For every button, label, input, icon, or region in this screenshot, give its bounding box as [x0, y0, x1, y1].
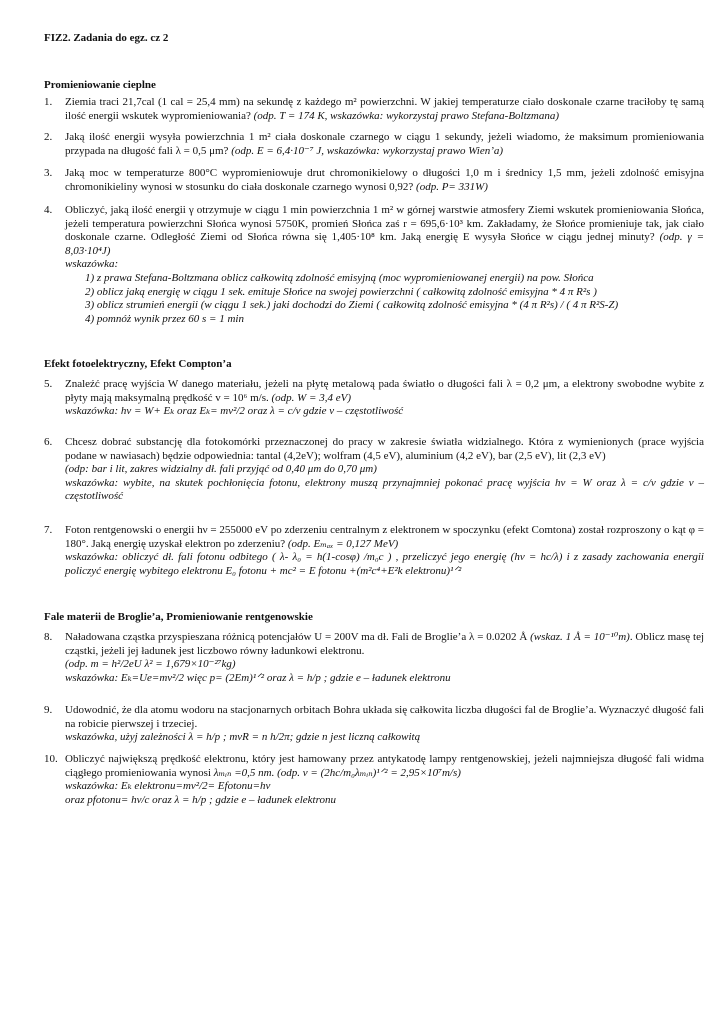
hint-item: 4) pomnóż wynik przez 60 s = 1 min [85, 312, 244, 325]
task-answer: (odp: bar i lit, zakres widzialny dł. fali przyjąć od 0,40 μm do 0,70 μm) [65, 463, 377, 476]
task-number: 2. [44, 131, 53, 143]
task-number: 10. [44, 753, 58, 765]
hint-item: 3) oblicz strumień energii (w ciągu 1 sek.) jaki dochodzi do Ziemi ( całkowitą zdolność emisyjna * (4 π R²s) / ( 4 π R²S-Z) [85, 299, 619, 312]
task-text: Chcesz dobrać substancję dla fotokomórki przeznaczonej do pracy w zakresie światła widzialnego. Która z wymienionych (prace wyjścia podane w nawiasach) będzie odpowiednia: tantal (4,2eV); wolfram (4,5 eV), aluminium (4,2 eV), bar (2,5 eV), lit (2,3 eV) [65, 436, 704, 462]
task-answer: (odp. Eₘₐₓ = 0,127 MeV) [287, 537, 399, 550]
section-heading-de-broglie: Fale materii de Broglie’a, Promieniowanie rentgenowskie [44, 611, 313, 623]
task-text: Jaką ilość energii wysyła powierzchnia 1 m² ciała doskonale czarnego w ciągu 1 sekundy, jeżeli wiadomo, że maksimum promieniowania przypada na długość fali λ = 0,5 μm? [65, 131, 704, 157]
task-number: 5. [44, 378, 53, 390]
task-8 [44, 631, 704, 685]
task-hint: wskazówka, użyj zależności λ = h/p ; mvR = n h/2π; gdzie n jest liczną całkowitą [65, 731, 421, 744]
task-answer: (odp. T = 174 K, wskazówka: wykorzystaj prawo Stefana-Boltzmana) [253, 109, 560, 122]
hint-label: wskazówka: [65, 258, 119, 271]
task-text: Naładowana cząstka przyspieszana różnicą potencjałów U = 200V ma dł. Fali de Broglie’a λ = 0.0202 Å [65, 631, 528, 643]
task-9 [44, 704, 704, 745]
task-text: Obliczyć największą prędkość elektronu, który jest hamowany przez antykatodę lampy rentgenowskiej, jeżeli najmniejsza długość fali widma ciągłego promieniowania wynosi [65, 753, 704, 779]
section-heading-thermal-radiation: Promieniowanie cieplne [44, 79, 156, 91]
task-5 [44, 378, 704, 419]
task-text: Obliczyć, jaką ilość energii γ otrzymuje w ciągu 1 min powierzchnia 1 m² w górnej warstwie atmosfery Ziemi wskutek promieniowania Słońca, jeżeli temperatura powierzchni Słońca wynosi 5750K, promień Słońca zaś r = 695,6·10³ km. Zakładamy, że Słońce promieniuje tak, jak ciało doskonale czarne. Odległość Ziemi od Słońca równa się 1,405·10⁸ km. Jaką energię E wysyła Słońce w ciągu jednej minuty? [65, 204, 704, 244]
task-number: 1. [44, 96, 53, 108]
task-hint: wskazówka: obliczyć dł. fali fotonu odbitego ( λ- λ₀ = h(1-cosφ) /m₀c ) , przeliczyć jego energię (hν = hc/λ) i z zasady zachowania energii policzyć energię wybitego elektronu E₀ fotonu + mc² = E fotonu +(m²c⁴+E²k elektronu)¹ᐟ² [65, 551, 704, 577]
task-text: Znaleźć pracę wyjścia W danego materiału, jeżeli na płytę metalową pada światło o długości fali λ = 0,2 μm, a elektrony swobodne wybite z płyty mają maksymalną prędkość v = 10⁶ m/s. [65, 378, 704, 404]
task-answer: (odp. γ = 8,03·10⁴J) [65, 231, 705, 257]
task-6 [44, 436, 704, 504]
task-number: 4. [44, 204, 53, 216]
task-10 [44, 753, 704, 807]
task-answer: (odp. P= 331W) [416, 180, 488, 193]
task-number: 7. [44, 524, 53, 536]
document-title: FIZ2. Zadania do egz. cz 2 [44, 32, 169, 44]
task-number: 3. [44, 167, 53, 179]
section-heading-photoelectric: Efekt fotoelektryczny, Efekt Compton’a [44, 358, 232, 370]
task-answer: (odp. W = 3,4 eV) [271, 391, 351, 404]
task-hint: oraz pfotonu= hν/c oraz λ = h/p ; gdzie e – ładunek elektronu [65, 793, 336, 806]
task-3 [44, 167, 704, 194]
task-text-continued: . Oblicz masę tej cząstki, jeżeli jej ładunek jest liczbowo równy ładunkowi elektronu. [65, 631, 705, 657]
task-number: 6. [44, 436, 53, 448]
task-answer: λₘᵢₙ =0,5 nm. (odp. v = (2hc/m₀λₘᵢₙ)¹ᐟ² = 2,95×10⁷m/s) [213, 766, 461, 779]
task-2 [44, 131, 704, 158]
task-answer: (odp. m = h²/2eU λ² = 1,679×10⁻²⁷kg) [65, 658, 236, 671]
task-7 [44, 524, 704, 578]
task-4 [44, 204, 704, 326]
task-hint: wskazówka: Eₖ elektronu=mv²/2= Efotonu=hν [65, 780, 271, 793]
task-number: 9. [44, 704, 53, 716]
task-text: Foton rentgenowski o energii hν = 255000 eV po zderzeniu centralnym z elektronem w spoczynku (efekt Comtona) został rozproszony o kąt φ = 180°. Jaką energię uzyskał elektron po zderzeniu? [65, 524, 704, 550]
task-hint: wskazówka: Eₖ=Ue=mv²/2 więc p= (2Em)¹ᐟ² oraz λ = h/p ; gdzie e – ładunek elektronu [65, 671, 451, 684]
task-hint: wskazówka: hν = W+ Eₖ oraz Eₖ= mv²/2 oraz λ = c/ν gdzie ν – częstotliwość [65, 405, 404, 418]
task-text: Jaką moc w temperaturze 800°C wypromieniowuje drut chromonikielowy o długości 1,0 m i średnicy 1,5 mm, jeżeli zdolność emisyjna chromonikieliny wynosi w stosunku do ciała doskonale czarnego wynosi 0,92? [65, 167, 704, 193]
task-text: Ziemia traci 21,7cal (1 cal = 25,4 mm) na sekundę z każdego m² powierzchni. W jakiej temperaturze ciało doskonale czarne traciłoby tę samą ilość energii wskutek wypromieniowania? [65, 96, 704, 122]
task-1 [44, 96, 704, 123]
task-number: 8. [44, 631, 53, 643]
task-hint: wskazówka: wybite, na skutek pochłonięcia fotonu, elektrony muszą przynajmniej pokonać pracę wyjścia hν = W oraz λ = c/ν gdzie ν – częstotliwość [65, 476, 704, 503]
task-text: Udowodnić, że dla atomu wodoru na stacjonarnych orbitach Bohra układa się całkowita liczba długości fal de Broglie’a. Wyznaczyć długość fali na robicie pierwszej i trzeciej. [65, 704, 704, 730]
hint-list [65, 272, 704, 326]
hint-item: 1) z prawa Stefana-Boltzmana oblicz całkowitą zdolność emisyjną (moc wypromieniowanej energii) na pow. Słońca [85, 271, 594, 284]
task-answer: (odp. E = 6,4·10⁻⁷ J, wskazówka: wykorzystaj prawo Wien’a) [231, 144, 504, 157]
hint-item: 2) oblicz jaką energię w ciągu 1 sek. emituje Słońce na swojej powierzchni ( całkowitą zdolność emisyjna * 4 π R²s ) [85, 285, 597, 298]
task-answer-unit: (wskaz. 1 Å = 10⁻¹⁰m) [530, 631, 630, 643]
